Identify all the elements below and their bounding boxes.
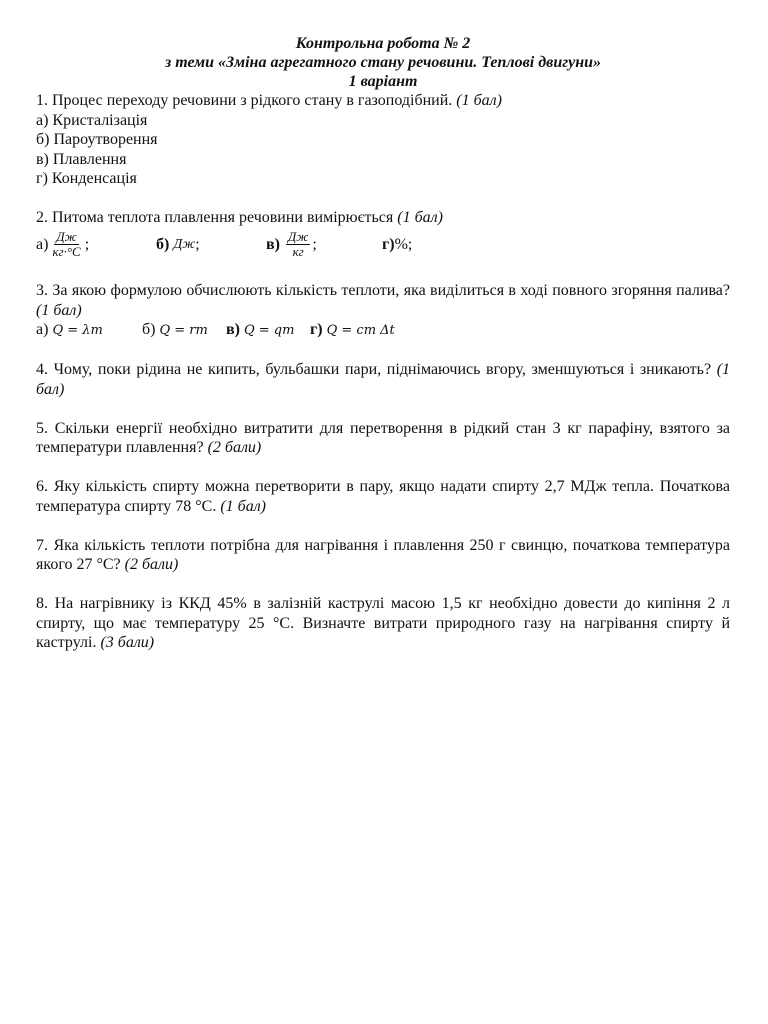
question-6-text: 6. Яку кількість спирту можна перетворити в пару, якщо надати спирту 2,7 МДж тепла. Початкова температура спирту 78 °С. (36, 478, 730, 515)
option-b-label: б) (142, 321, 156, 338)
question-2-option-b (156, 236, 266, 254)
question-8-text: 8. На нагрівнику із ККД 45% в залізній каструлі масою 1,5 кг необхідно довести до кипіння 2 л спирту, що має температуру 25 °С. Визначте витрати природного газу на нагрівання спирту й каструлі. (36, 595, 730, 651)
question-2-points: (1 бал) (397, 209, 443, 226)
document-header (36, 34, 730, 91)
question-3-options (36, 320, 730, 341)
question-3-points: (1 бал) (36, 301, 82, 319)
question-5-text: 5. Скільки енергії необхідно витратити для перетворення в рідкий стан 3 кг парафіну, взятого за температури плавлення? (36, 419, 730, 456)
test-topic: з теми «Зміна агрегатного стану речовини. Теплові двигуни» (164, 54, 602, 71)
question-2-option-a (36, 230, 156, 259)
formula-q-qm: Q = qm (243, 323, 295, 338)
fraction-numerator: Дж (56, 229, 77, 244)
question-1 (36, 91, 730, 189)
question-2 (36, 208, 730, 262)
spacer (36, 399, 730, 419)
option-c-tail: ; (312, 235, 317, 253)
option-c-label: в) (226, 321, 240, 338)
spacer (36, 458, 730, 478)
question-4-points: (1 бал) (36, 361, 731, 398)
question-8 (36, 594, 730, 653)
test-page (36, 34, 730, 653)
option-a-tail: ; (84, 235, 90, 253)
question-4-text: 4. Чому, поки рідина не кипить, бульбашки пари, піднімаючись вгору, зменшуються і зникають? (36, 361, 712, 378)
spacer (36, 516, 730, 536)
question-2-option-c (266, 230, 382, 259)
fraction-j-per-kg-deg (50, 230, 82, 259)
question-7 (36, 536, 730, 575)
question-1-option-a: а) Кристалізація (36, 111, 148, 129)
spacer (36, 262, 730, 282)
question-2-option-d (382, 236, 412, 254)
spacer (36, 189, 730, 209)
option-d-label: г) (382, 235, 395, 253)
question-5 (36, 419, 730, 458)
fraction-denominator: кг (292, 244, 304, 259)
option-b-label: б) (156, 235, 170, 253)
formula-q-rm: Q = rm (159, 323, 208, 338)
option-b-tail: ; (195, 235, 200, 253)
variant-label: 1 варіант (348, 73, 418, 90)
option-c-label: в) (266, 235, 280, 253)
option-d-value: %; (394, 235, 413, 253)
option-a-label: а) (36, 321, 49, 338)
formula-q-lambda-m: Q = λm (52, 323, 103, 338)
question-3-option-b (142, 320, 226, 341)
spacer (36, 341, 730, 361)
question-5-points: (2 бали) (207, 439, 262, 456)
question-1-option-d: г) Конденсація (36, 170, 137, 187)
fraction-denominator: кг·°C (52, 244, 81, 259)
question-1-text: 1. Процес переходу речовини з рідкого стану в газоподібний. (36, 92, 453, 109)
fraction-j-per-kg (286, 230, 310, 259)
question-7-text: 7. Яка кількість теплоти потрібна для нагрівання і плавлення 250 г свинцю, початкова температура якого 27 °С? (36, 536, 730, 573)
question-7-points: (2 бали) (124, 556, 179, 573)
question-3 (36, 281, 730, 341)
fraction-numerator: Дж (287, 229, 309, 244)
question-1-points: (1 бал) (456, 92, 502, 109)
question-1-option-c: в) Плавлення (36, 150, 127, 168)
option-d-label: г) (310, 321, 323, 338)
question-6 (36, 477, 730, 516)
question-2-options (36, 228, 730, 262)
question-3-option-c (226, 320, 310, 341)
formula-q-cm-dt: Q = cm Δt (326, 323, 395, 338)
option-a-label: а) (36, 235, 49, 253)
question-3-option-a (36, 320, 142, 341)
question-1-option-b: б) Пароутворення (36, 131, 158, 148)
question-8-points: (3 бали) (100, 634, 155, 651)
spacer (36, 575, 730, 595)
test-title: Контрольна робота № 2 (295, 35, 471, 52)
question-3-text: 3. За якою формулою обчислюють кількість теплоти, яка виділиться в ході повного згоряння палива? (36, 282, 730, 299)
question-6-points: (1 бал) (220, 497, 267, 515)
question-4 (36, 360, 730, 399)
question-3-option-d (310, 320, 395, 341)
option-b-value: Дж (173, 236, 196, 252)
question-2-text: 2. Питома теплота плавлення речовини вимірюється (36, 209, 394, 226)
